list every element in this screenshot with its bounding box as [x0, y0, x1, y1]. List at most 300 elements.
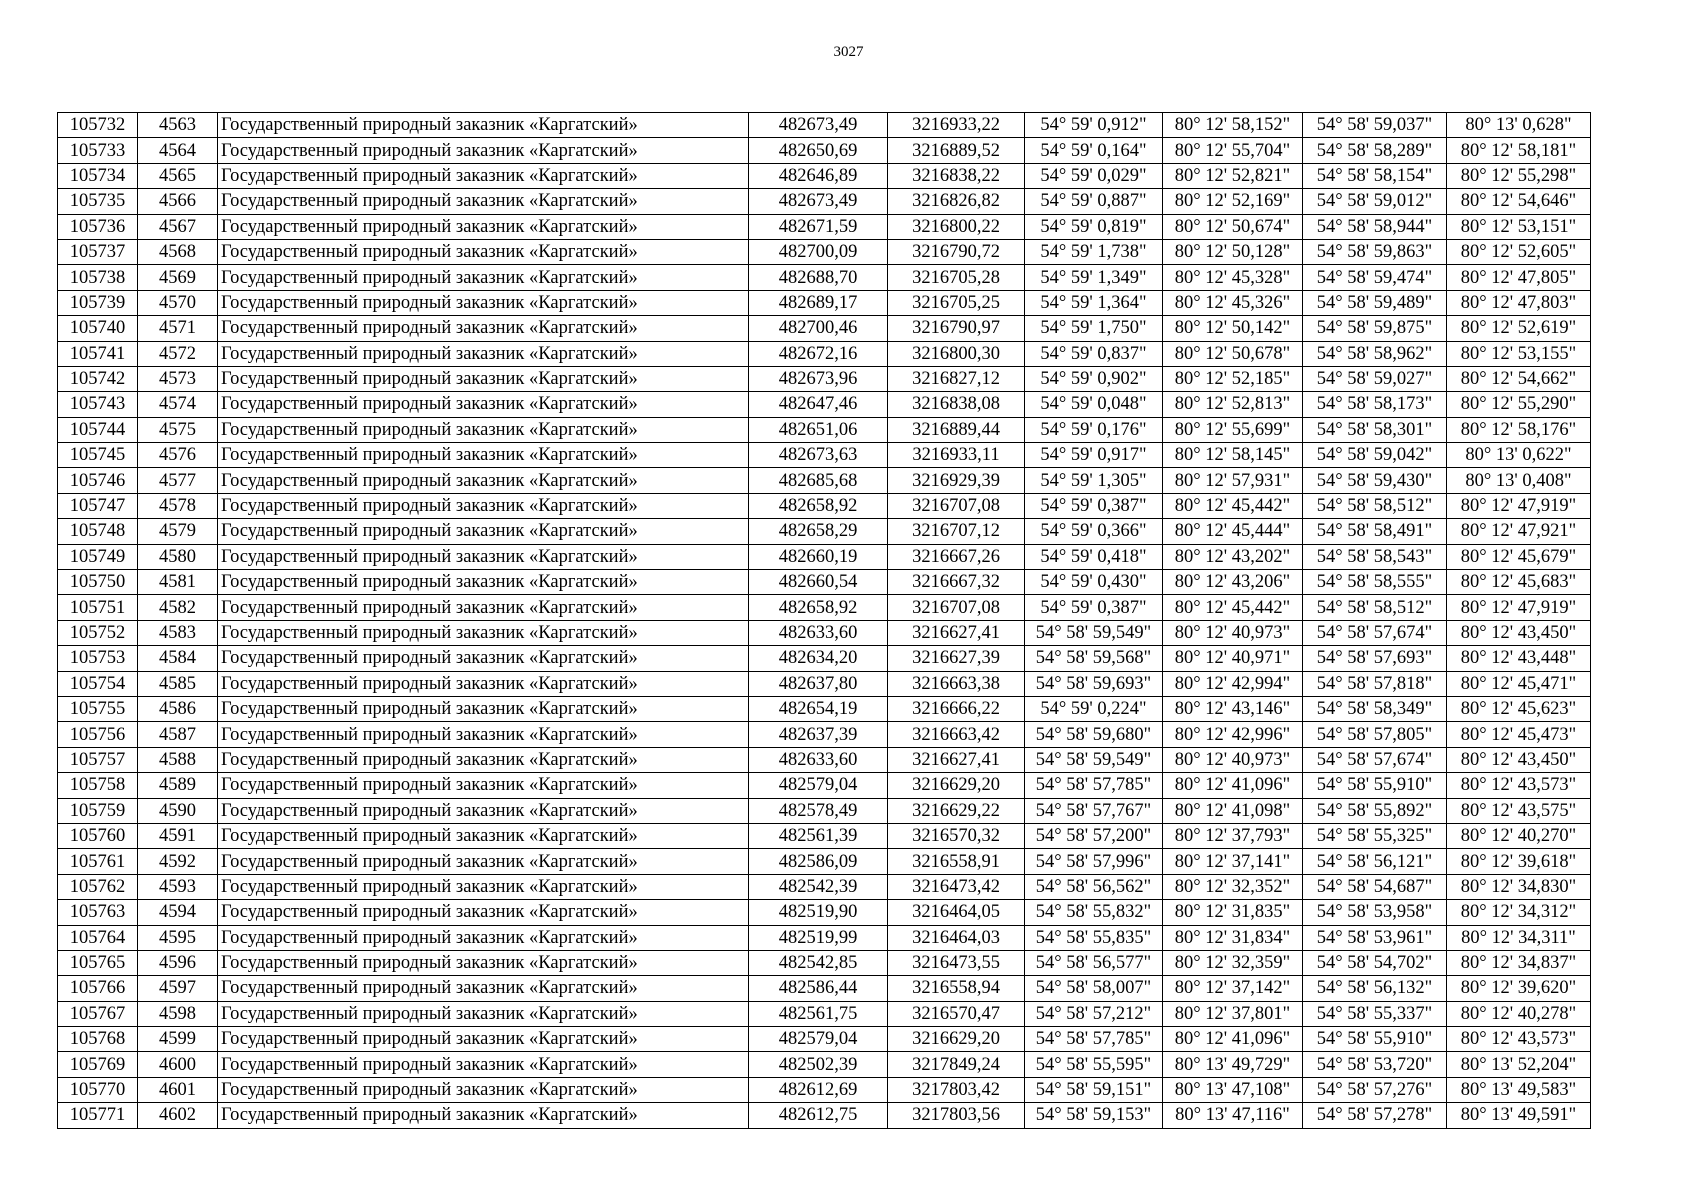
longitude-2-cell: 80° 12' 43,450"	[1447, 747, 1591, 772]
coord-y-cell: 3216707,12	[888, 519, 1025, 544]
latitude-1-cell: 54° 59' 0,819"	[1025, 214, 1163, 239]
table-row	[58, 265, 1591, 290]
longitude-2-cell: 80° 12' 34,312"	[1447, 900, 1591, 925]
longitude-2-cell: 80° 12' 39,618"	[1447, 849, 1591, 874]
latitude-1-cell: 54° 59' 1,305"	[1025, 468, 1163, 493]
page-number: 3027	[833, 44, 864, 60]
coord-y-cell: 3216707,08	[888, 493, 1025, 518]
table-row	[58, 1001, 1591, 1026]
zone-name-cell: Государственный природный заказник «Каргатский»	[218, 874, 749, 899]
coord-y-cell: 3216473,42	[888, 874, 1025, 899]
point-number-cell: 4586	[138, 696, 218, 721]
table-row	[58, 798, 1591, 823]
coord-y-cell: 3216827,12	[888, 366, 1025, 391]
longitude-2-cell: 80° 12' 54,662"	[1447, 366, 1591, 391]
table-row	[58, 747, 1591, 772]
longitude-1-cell: 80° 12' 45,442"	[1163, 493, 1303, 518]
longitude-1-cell: 80° 12' 45,326"	[1163, 290, 1303, 315]
coord-y-cell: 3216707,08	[888, 595, 1025, 620]
latitude-2-cell: 54° 58' 59,875"	[1303, 316, 1447, 341]
longitude-2-cell: 80° 12' 58,181"	[1447, 138, 1591, 163]
latitude-1-cell: 54° 58' 57,767"	[1025, 798, 1163, 823]
latitude-1-cell: 54° 59' 0,366"	[1025, 519, 1163, 544]
latitude-2-cell: 54° 58' 58,512"	[1303, 493, 1447, 518]
coord-y-cell: 3216667,32	[888, 570, 1025, 595]
row-number-cell: 105734	[58, 163, 138, 188]
longitude-1-cell: 80° 12' 52,185"	[1163, 366, 1303, 391]
table-row	[58, 1027, 1591, 1052]
longitude-1-cell: 80° 12' 42,996"	[1163, 722, 1303, 747]
table-row	[58, 900, 1591, 925]
point-number-cell: 4582	[138, 595, 218, 620]
point-number-cell: 4595	[138, 925, 218, 950]
zone-name-cell: Государственный природный заказник «Каргатский»	[218, 341, 749, 366]
row-number-cell: 105739	[58, 290, 138, 315]
longitude-2-cell: 80° 12' 55,290"	[1447, 392, 1591, 417]
zone-name-cell: Государственный природный заказник «Каргатский»	[218, 138, 749, 163]
row-number-cell: 105738	[58, 265, 138, 290]
table-row	[58, 493, 1591, 518]
latitude-1-cell: 54° 58' 59,568"	[1025, 646, 1163, 671]
coord-x-cell: 482660,54	[749, 570, 888, 595]
point-number-cell: 4576	[138, 443, 218, 468]
row-number-cell: 105736	[58, 214, 138, 239]
longitude-1-cell: 80° 12' 55,699"	[1163, 417, 1303, 442]
latitude-2-cell: 54° 58' 59,430"	[1303, 468, 1447, 493]
longitude-2-cell: 80° 12' 45,679"	[1447, 544, 1591, 569]
coord-x-cell: 482654,19	[749, 696, 888, 721]
coord-y-cell: 3216667,26	[888, 544, 1025, 569]
point-number-cell: 4579	[138, 519, 218, 544]
zone-name-cell: Государственный природный заказник «Каргатский»	[218, 1052, 749, 1077]
latitude-2-cell: 54° 58' 57,693"	[1303, 646, 1447, 671]
table-row	[58, 290, 1591, 315]
point-number-cell: 4577	[138, 468, 218, 493]
coord-x-cell: 482650,69	[749, 138, 888, 163]
zone-name-cell: Государственный природный заказник «Каргатский»	[218, 189, 749, 214]
latitude-2-cell: 54° 58' 58,301"	[1303, 417, 1447, 442]
longitude-1-cell: 80° 12' 37,793"	[1163, 823, 1303, 848]
coord-x-cell: 482633,60	[749, 747, 888, 772]
latitude-1-cell: 54° 59' 0,837"	[1025, 341, 1163, 366]
longitude-1-cell: 80° 12' 52,821"	[1163, 163, 1303, 188]
row-number-cell: 105759	[58, 798, 138, 823]
point-number-cell: 4578	[138, 493, 218, 518]
zone-name-cell: Государственный природный заказник «Каргатский»	[218, 1001, 749, 1026]
coord-x-cell: 482673,63	[749, 443, 888, 468]
longitude-2-cell: 80° 12' 52,619"	[1447, 316, 1591, 341]
coord-x-cell: 482658,92	[749, 493, 888, 518]
latitude-1-cell: 54° 58' 59,549"	[1025, 747, 1163, 772]
coord-y-cell: 3216800,30	[888, 341, 1025, 366]
latitude-2-cell: 54° 58' 58,962"	[1303, 341, 1447, 366]
longitude-2-cell: 80° 12' 43,575"	[1447, 798, 1591, 823]
row-number-cell: 105771	[58, 1103, 138, 1128]
point-number-cell: 4567	[138, 214, 218, 239]
point-number-cell: 4583	[138, 620, 218, 645]
coord-x-cell: 482673,49	[749, 189, 888, 214]
coord-x-cell: 482579,04	[749, 1027, 888, 1052]
longitude-2-cell: 80° 13' 0,622"	[1447, 443, 1591, 468]
coord-y-cell: 3216464,03	[888, 925, 1025, 950]
table-row	[58, 646, 1591, 671]
latitude-1-cell: 54° 59' 1,738"	[1025, 239, 1163, 264]
point-number-cell: 4572	[138, 341, 218, 366]
longitude-1-cell: 80° 12' 43,202"	[1163, 544, 1303, 569]
latitude-1-cell: 54° 58' 55,595"	[1025, 1052, 1163, 1077]
coord-x-cell: 482673,49	[749, 113, 888, 138]
latitude-1-cell: 54° 58' 56,562"	[1025, 874, 1163, 899]
longitude-2-cell: 80° 12' 55,298"	[1447, 163, 1591, 188]
coord-x-cell: 482586,44	[749, 976, 888, 1001]
longitude-1-cell: 80° 12' 52,813"	[1163, 392, 1303, 417]
row-number-cell: 105766	[58, 976, 138, 1001]
longitude-1-cell: 80° 13' 49,729"	[1163, 1052, 1303, 1077]
row-number-cell: 105762	[58, 874, 138, 899]
row-number-cell: 105751	[58, 595, 138, 620]
coord-x-cell: 482689,17	[749, 290, 888, 315]
longitude-2-cell: 80° 12' 45,683"	[1447, 570, 1591, 595]
latitude-1-cell: 54° 58' 59,693"	[1025, 671, 1163, 696]
point-number-cell: 4596	[138, 950, 218, 975]
longitude-2-cell: 80° 12' 45,473"	[1447, 722, 1591, 747]
table-row	[58, 950, 1591, 975]
coord-y-cell: 3216933,22	[888, 113, 1025, 138]
latitude-2-cell: 54° 58' 57,674"	[1303, 747, 1447, 772]
row-number-cell: 105769	[58, 1052, 138, 1077]
zone-name-cell: Государственный природный заказник «Каргатский»	[218, 239, 749, 264]
row-number-cell: 105757	[58, 747, 138, 772]
latitude-2-cell: 54° 58' 55,337"	[1303, 1001, 1447, 1026]
longitude-1-cell: 80° 12' 40,971"	[1163, 646, 1303, 671]
point-number-cell: 4574	[138, 392, 218, 417]
coord-y-cell: 3216666,22	[888, 696, 1025, 721]
row-number-cell: 105742	[58, 366, 138, 391]
longitude-1-cell: 80° 12' 41,096"	[1163, 773, 1303, 798]
point-number-cell: 4580	[138, 544, 218, 569]
coord-y-cell: 3216800,22	[888, 214, 1025, 239]
row-number-cell: 105749	[58, 544, 138, 569]
point-number-cell: 4601	[138, 1077, 218, 1102]
latitude-1-cell: 54° 58' 57,200"	[1025, 823, 1163, 848]
coord-x-cell: 482646,89	[749, 163, 888, 188]
coord-x-cell: 482685,68	[749, 468, 888, 493]
coord-y-cell: 3216929,39	[888, 468, 1025, 493]
longitude-1-cell: 80° 12' 42,994"	[1163, 671, 1303, 696]
row-number-cell: 105732	[58, 113, 138, 138]
latitude-1-cell: 54° 59' 0,917"	[1025, 443, 1163, 468]
point-number-cell: 4592	[138, 849, 218, 874]
longitude-2-cell: 80° 12' 47,921"	[1447, 519, 1591, 544]
point-number-cell: 4585	[138, 671, 218, 696]
longitude-1-cell: 80° 13' 47,108"	[1163, 1077, 1303, 1102]
coord-x-cell: 482637,39	[749, 722, 888, 747]
latitude-2-cell: 54° 58' 59,027"	[1303, 366, 1447, 391]
latitude-1-cell: 54° 58' 59,153"	[1025, 1103, 1163, 1128]
latitude-1-cell: 54° 59' 1,364"	[1025, 290, 1163, 315]
longitude-2-cell: 80° 12' 47,803"	[1447, 290, 1591, 315]
table-row	[58, 392, 1591, 417]
coordinates-table	[57, 112, 1591, 1129]
latitude-1-cell: 54° 59' 0,176"	[1025, 417, 1163, 442]
zone-name-cell: Государственный природный заказник «Каргатский»	[218, 620, 749, 645]
table-row	[58, 722, 1591, 747]
latitude-2-cell: 54° 58' 57,276"	[1303, 1077, 1447, 1102]
table-row	[58, 316, 1591, 341]
latitude-1-cell: 54° 59' 0,164"	[1025, 138, 1163, 163]
latitude-2-cell: 54° 58' 54,687"	[1303, 874, 1447, 899]
table-row	[58, 849, 1591, 874]
longitude-2-cell: 80° 13' 49,583"	[1447, 1077, 1591, 1102]
table-body	[58, 113, 1591, 1129]
coord-x-cell: 482612,69	[749, 1077, 888, 1102]
longitude-1-cell: 80° 13' 47,116"	[1163, 1103, 1303, 1128]
longitude-2-cell: 80° 12' 43,573"	[1447, 1027, 1591, 1052]
latitude-2-cell: 54° 58' 59,012"	[1303, 189, 1447, 214]
table-row	[58, 189, 1591, 214]
zone-name-cell: Государственный природный заказник «Каргатский»	[218, 595, 749, 620]
latitude-1-cell: 54° 59' 0,912"	[1025, 113, 1163, 138]
row-number-cell: 105768	[58, 1027, 138, 1052]
table-row	[58, 671, 1591, 696]
coord-x-cell: 482658,92	[749, 595, 888, 620]
row-number-cell: 105761	[58, 849, 138, 874]
coord-x-cell: 482586,09	[749, 849, 888, 874]
point-number-cell: 4589	[138, 773, 218, 798]
zone-name-cell: Государственный природный заказник «Каргатский»	[218, 316, 749, 341]
coord-y-cell: 3217803,42	[888, 1077, 1025, 1102]
point-number-cell: 4570	[138, 290, 218, 315]
latitude-2-cell: 54° 58' 59,489"	[1303, 290, 1447, 315]
latitude-1-cell: 54° 59' 0,224"	[1025, 696, 1163, 721]
zone-name-cell: Государственный природный заказник «Каргатский»	[218, 443, 749, 468]
coord-y-cell: 3216627,41	[888, 747, 1025, 772]
longitude-1-cell: 80° 12' 32,352"	[1163, 874, 1303, 899]
latitude-1-cell: 54° 58' 56,577"	[1025, 950, 1163, 975]
point-number-cell: 4575	[138, 417, 218, 442]
zone-name-cell: Государственный природный заказник «Каргатский»	[218, 900, 749, 925]
longitude-2-cell: 80° 12' 58,176"	[1447, 417, 1591, 442]
latitude-1-cell: 54° 59' 0,902"	[1025, 366, 1163, 391]
longitude-2-cell: 80° 12' 47,805"	[1447, 265, 1591, 290]
table-row	[58, 976, 1591, 1001]
table-row	[58, 696, 1591, 721]
coord-y-cell: 3216473,55	[888, 950, 1025, 975]
coord-y-cell: 3216705,28	[888, 265, 1025, 290]
latitude-2-cell: 54° 58' 58,289"	[1303, 138, 1447, 163]
coord-x-cell: 482700,09	[749, 239, 888, 264]
point-number-cell: 4599	[138, 1027, 218, 1052]
longitude-1-cell: 80° 12' 40,973"	[1163, 620, 1303, 645]
zone-name-cell: Государственный природный заказник «Каргатский»	[218, 773, 749, 798]
point-number-cell: 4564	[138, 138, 218, 163]
coord-x-cell: 482634,20	[749, 646, 888, 671]
point-number-cell: 4563	[138, 113, 218, 138]
latitude-2-cell: 54° 58' 55,910"	[1303, 1027, 1447, 1052]
latitude-1-cell: 54° 59' 0,430"	[1025, 570, 1163, 595]
latitude-1-cell: 54° 59' 1,750"	[1025, 316, 1163, 341]
zone-name-cell: Государственный природный заказник «Каргатский»	[218, 1077, 749, 1102]
latitude-1-cell: 54° 58' 57,785"	[1025, 1027, 1163, 1052]
table-row	[58, 519, 1591, 544]
point-number-cell: 4593	[138, 874, 218, 899]
point-number-cell: 4566	[138, 189, 218, 214]
latitude-2-cell: 54° 58' 59,474"	[1303, 265, 1447, 290]
row-number-cell: 105754	[58, 671, 138, 696]
latitude-2-cell: 54° 58' 58,944"	[1303, 214, 1447, 239]
row-number-cell: 105748	[58, 519, 138, 544]
table-row	[58, 214, 1591, 239]
coord-y-cell: 3217849,24	[888, 1052, 1025, 1077]
row-number-cell: 105756	[58, 722, 138, 747]
coord-x-cell: 482612,75	[749, 1103, 888, 1128]
zone-name-cell: Государственный природный заказник «Каргатский»	[218, 696, 749, 721]
longitude-2-cell: 80° 13' 52,204"	[1447, 1052, 1591, 1077]
row-number-cell: 105764	[58, 925, 138, 950]
coord-y-cell: 3216629,20	[888, 1027, 1025, 1052]
coord-x-cell: 482578,49	[749, 798, 888, 823]
point-number-cell: 4602	[138, 1103, 218, 1128]
longitude-2-cell: 80° 12' 52,605"	[1447, 239, 1591, 264]
longitude-1-cell: 80° 12' 43,206"	[1163, 570, 1303, 595]
latitude-1-cell: 54° 59' 1,349"	[1025, 265, 1163, 290]
point-number-cell: 4573	[138, 366, 218, 391]
coord-y-cell: 3216558,94	[888, 976, 1025, 1001]
latitude-1-cell: 54° 59' 0,418"	[1025, 544, 1163, 569]
coord-y-cell: 3216705,25	[888, 290, 1025, 315]
table-row	[58, 417, 1591, 442]
table-row	[58, 1052, 1591, 1077]
latitude-2-cell: 54° 58' 58,555"	[1303, 570, 1447, 595]
longitude-2-cell: 80° 13' 0,408"	[1447, 468, 1591, 493]
latitude-2-cell: 54° 58' 58,543"	[1303, 544, 1447, 569]
longitude-2-cell: 80° 12' 54,646"	[1447, 189, 1591, 214]
coord-x-cell: 482660,19	[749, 544, 888, 569]
coord-y-cell: 3216570,32	[888, 823, 1025, 848]
row-number-cell: 105743	[58, 392, 138, 417]
longitude-2-cell: 80° 12' 40,270"	[1447, 823, 1591, 848]
longitude-1-cell: 80° 12' 50,678"	[1163, 341, 1303, 366]
longitude-1-cell: 80° 12' 31,835"	[1163, 900, 1303, 925]
coord-x-cell: 482561,39	[749, 823, 888, 848]
coord-y-cell: 3216629,20	[888, 773, 1025, 798]
zone-name-cell: Государственный природный заказник «Каргатский»	[218, 519, 749, 544]
longitude-2-cell: 80° 13' 0,628"	[1447, 113, 1591, 138]
point-number-cell: 4591	[138, 823, 218, 848]
table-row	[58, 468, 1591, 493]
table-row	[58, 874, 1591, 899]
latitude-2-cell: 54° 58' 53,720"	[1303, 1052, 1447, 1077]
longitude-1-cell: 80° 12' 50,142"	[1163, 316, 1303, 341]
longitude-1-cell: 80° 12' 45,442"	[1163, 595, 1303, 620]
zone-name-cell: Государственный природный заказник «Каргатский»	[218, 417, 749, 442]
point-number-cell: 4571	[138, 316, 218, 341]
zone-name-cell: Государственный природный заказник «Каргатский»	[218, 671, 749, 696]
point-number-cell: 4584	[138, 646, 218, 671]
zone-name-cell: Государственный природный заказник «Каргатский»	[218, 747, 749, 772]
table-row	[58, 773, 1591, 798]
longitude-1-cell: 80° 12' 32,359"	[1163, 950, 1303, 975]
point-number-cell: 4587	[138, 722, 218, 747]
coord-x-cell: 482519,90	[749, 900, 888, 925]
longitude-1-cell: 80° 12' 40,973"	[1163, 747, 1303, 772]
table-row	[58, 570, 1591, 595]
longitude-2-cell: 80° 12' 45,471"	[1447, 671, 1591, 696]
latitude-1-cell: 54° 59' 0,048"	[1025, 392, 1163, 417]
table-row	[58, 239, 1591, 264]
longitude-1-cell: 80° 12' 43,146"	[1163, 696, 1303, 721]
latitude-2-cell: 54° 58' 57,805"	[1303, 722, 1447, 747]
coord-y-cell: 3216464,05	[888, 900, 1025, 925]
point-number-cell: 4598	[138, 1001, 218, 1026]
zone-name-cell: Государственный природный заказник «Каргатский»	[218, 544, 749, 569]
latitude-2-cell: 54° 58' 57,278"	[1303, 1103, 1447, 1128]
coord-x-cell: 482561,75	[749, 1001, 888, 1026]
coord-y-cell: 3216558,91	[888, 849, 1025, 874]
longitude-2-cell: 80° 12' 45,623"	[1447, 696, 1591, 721]
longitude-1-cell: 80° 12' 45,328"	[1163, 265, 1303, 290]
latitude-1-cell: 54° 58' 59,680"	[1025, 722, 1163, 747]
coord-x-cell: 482542,85	[749, 950, 888, 975]
longitude-2-cell: 80° 12' 47,919"	[1447, 493, 1591, 518]
longitude-1-cell: 80° 12' 58,145"	[1163, 443, 1303, 468]
row-number-cell: 105760	[58, 823, 138, 848]
latitude-2-cell: 54° 58' 53,958"	[1303, 900, 1447, 925]
table-row	[58, 925, 1591, 950]
latitude-2-cell: 54° 58' 53,961"	[1303, 925, 1447, 950]
table-row	[58, 113, 1591, 138]
row-number-cell: 105747	[58, 493, 138, 518]
table-row	[58, 1077, 1591, 1102]
coord-x-cell: 482673,96	[749, 366, 888, 391]
zone-name-cell: Государственный природный заказник «Каргатский»	[218, 265, 749, 290]
row-number-cell: 105735	[58, 189, 138, 214]
coord-x-cell: 482579,04	[749, 773, 888, 798]
point-number-cell: 4597	[138, 976, 218, 1001]
longitude-1-cell: 80° 12' 37,801"	[1163, 1001, 1303, 1026]
coord-x-cell: 482700,46	[749, 316, 888, 341]
latitude-1-cell: 54° 58' 57,996"	[1025, 849, 1163, 874]
zone-name-cell: Государственный природный заказник «Каргатский»	[218, 1027, 749, 1052]
latitude-1-cell: 54° 59' 0,029"	[1025, 163, 1163, 188]
row-number-cell: 105740	[58, 316, 138, 341]
latitude-1-cell: 54° 59' 0,387"	[1025, 493, 1163, 518]
latitude-2-cell: 54° 58' 54,702"	[1303, 950, 1447, 975]
longitude-2-cell: 80° 12' 34,311"	[1447, 925, 1591, 950]
longitude-2-cell: 80° 12' 43,450"	[1447, 620, 1591, 645]
coord-x-cell: 482651,06	[749, 417, 888, 442]
latitude-2-cell: 54° 58' 56,121"	[1303, 849, 1447, 874]
longitude-1-cell: 80° 12' 55,704"	[1163, 138, 1303, 163]
zone-name-cell: Государственный природный заказник «Каргатский»	[218, 646, 749, 671]
table-row	[58, 366, 1591, 391]
point-number-cell: 4569	[138, 265, 218, 290]
row-number-cell: 105746	[58, 468, 138, 493]
coord-x-cell: 482647,46	[749, 392, 888, 417]
latitude-1-cell: 54° 58' 57,212"	[1025, 1001, 1163, 1026]
zone-name-cell: Государственный природный заказник «Каргатский»	[218, 823, 749, 848]
coord-y-cell: 3216627,39	[888, 646, 1025, 671]
table-row	[58, 595, 1591, 620]
zone-name-cell: Государственный природный заказник «Каргатский»	[218, 163, 749, 188]
coord-y-cell: 3216570,47	[888, 1001, 1025, 1026]
latitude-2-cell: 54° 58' 58,349"	[1303, 696, 1447, 721]
latitude-1-cell: 54° 58' 58,007"	[1025, 976, 1163, 1001]
coord-y-cell: 3216790,97	[888, 316, 1025, 341]
latitude-1-cell: 54° 58' 55,832"	[1025, 900, 1163, 925]
coord-y-cell: 3216838,08	[888, 392, 1025, 417]
row-number-cell: 105733	[58, 138, 138, 163]
